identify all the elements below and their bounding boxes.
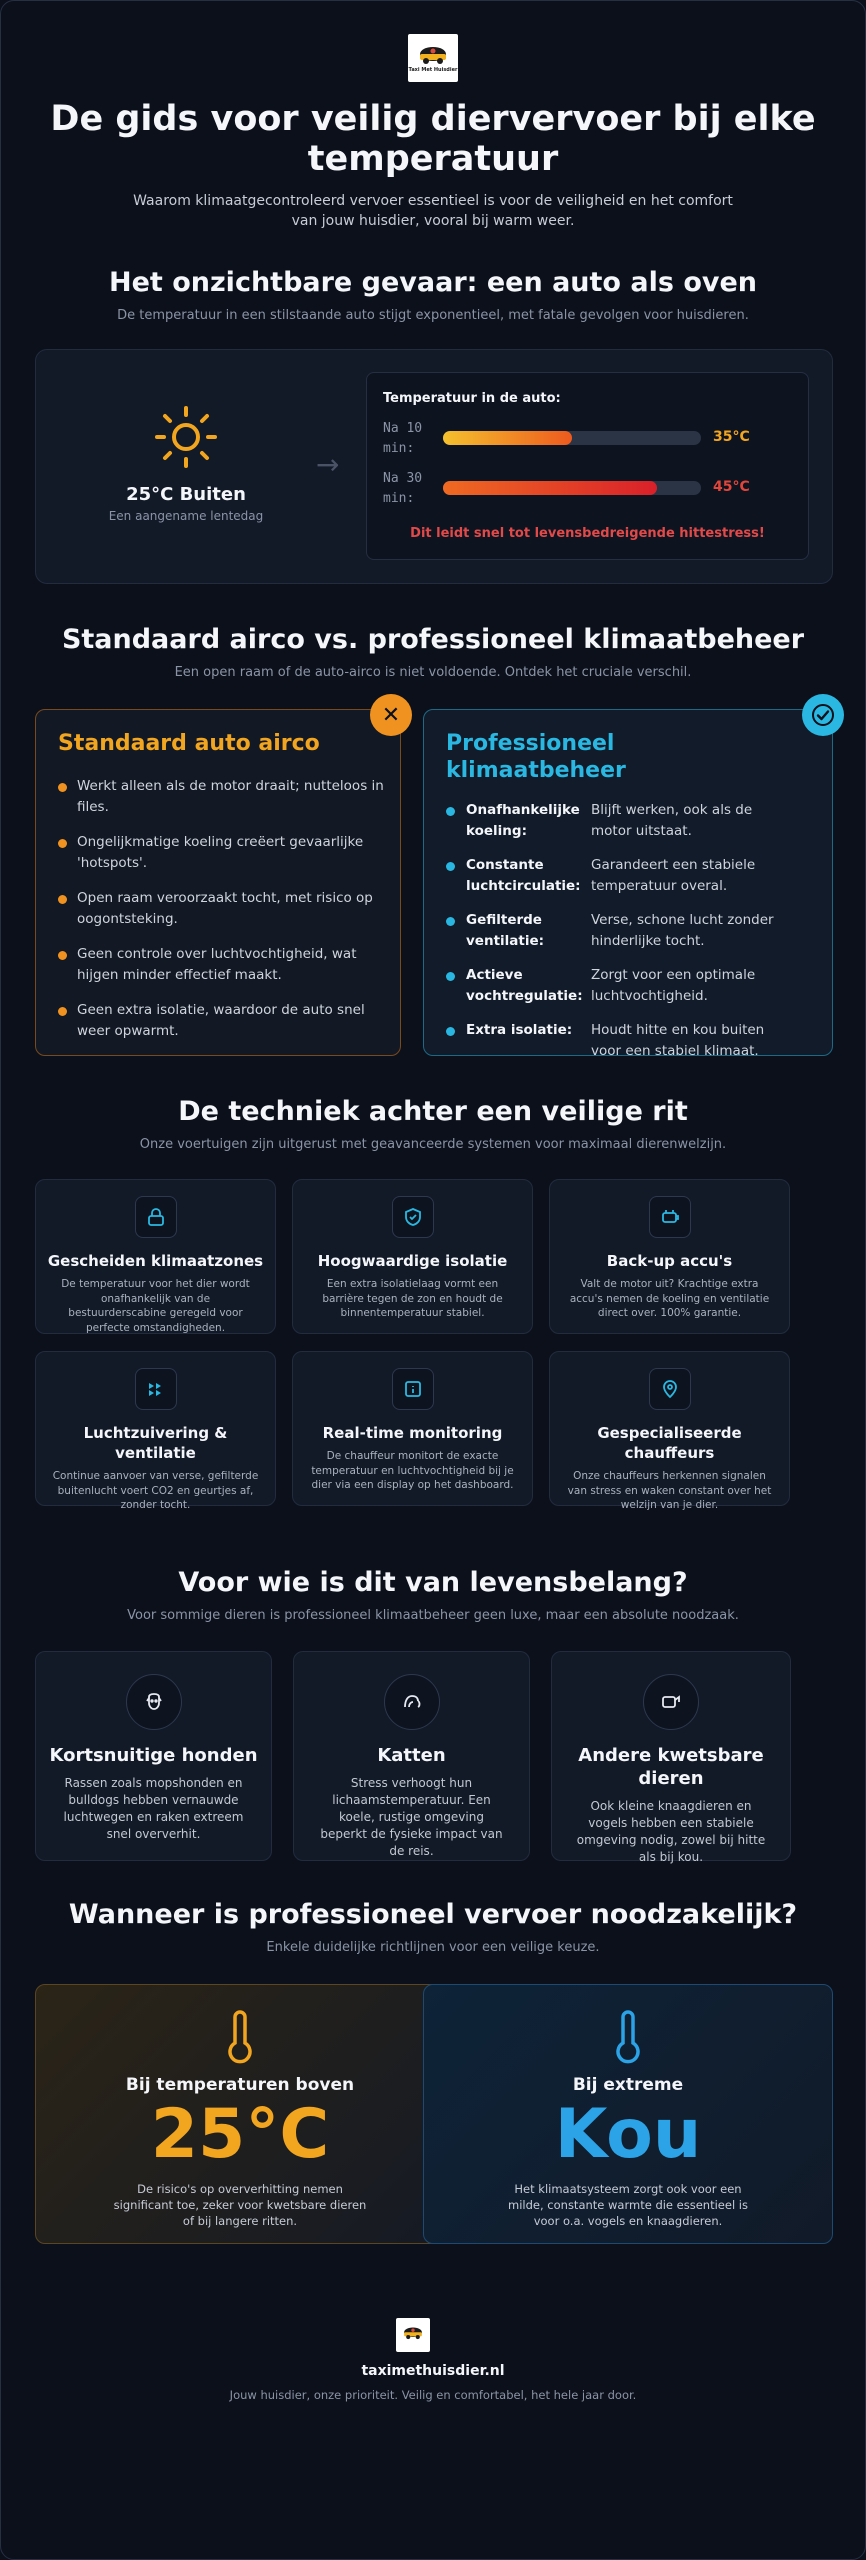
tech-card-desc: De chauffeur monitort de exacte temperatuur en luchtvochtigheid bij je dier via een display op het dashboard.	[311, 1450, 514, 1491]
temp-bar-fill	[443, 431, 572, 445]
tech-card-desc: Onze chauffeurs herkennen signalen van stress en waken constant over het welzijn van je dier.	[567, 1470, 772, 1511]
brand-logo	[408, 34, 458, 82]
who-card-title: Katten	[377, 1745, 446, 1766]
lock-icon	[135, 1196, 177, 1238]
tech-card-title: Gescheiden klimaatzones	[47, 1252, 264, 1270]
tech-card	[35, 1179, 276, 1334]
tech-card-desc: Een extra isolatielaag vormt een barrière tegen de zon en houdt de binnentemperatuur stabiel.	[322, 1278, 503, 1319]
taxi-logo-icon	[408, 43, 458, 73]
compare-section-header	[1, 623, 865, 680]
tech-card	[549, 1179, 790, 1334]
sun-icon	[153, 404, 219, 470]
who-card-title: Andere kwetsbare dieren	[578, 1745, 764, 1789]
logo-wordmark: Taxi Met Huisdier	[408, 67, 458, 73]
battery-icon	[649, 1196, 691, 1238]
cold-desc: Het klimaatsysteem zorgt ook voor een milde, constante warmte die essentieel is voor o.a. vogels en knaagdieren.	[508, 2182, 748, 2228]
tech-card-title: Hoogwaardige isolatie	[317, 1252, 508, 1270]
compare-subtitle: Een open raam of de auto-airco is niet voldoende. Ontdek het cruciale verschil.	[174, 665, 692, 680]
heat-warning: Dit leidt snel tot levensbedreigende hittestress!	[410, 526, 765, 541]
outside-temp-desc: Een aangename lentedag	[108, 509, 264, 523]
who-section-header	[1, 1566, 865, 1623]
cold-threshold-value: Kou	[554, 2095, 702, 2174]
thermometer-warm-icon	[220, 2009, 260, 2065]
tech-section-header	[1, 1095, 865, 1152]
reading-value: 45°C	[713, 479, 750, 495]
outside-temp-value: 25°C Buiten	[126, 484, 246, 505]
tech-card	[549, 1351, 790, 1511]
pro-list	[446, 800, 781, 1075]
tech-card-title: Real-time monitoring	[322, 1424, 503, 1442]
car-temperature-panel	[366, 372, 809, 560]
rabbit-icon	[643, 1674, 699, 1730]
compare-title: Standaard airco vs. professioneel klimaatbeheer	[61, 624, 805, 655]
tech-card	[292, 1179, 533, 1334]
tech-card-desc: Continue aanvoer van verse, gefilterde buitenlucht voert CO2 en geurtjes af, zonder tocht.	[52, 1470, 259, 1511]
tech-card-title: Gespecialiseerde chauffeurs	[597, 1424, 742, 1462]
reading-label: Na 10 min:	[383, 421, 423, 456]
reading-value: 35°C	[713, 429, 750, 445]
monitor-icon	[392, 1368, 434, 1410]
close-icon: ✕	[370, 694, 412, 736]
tech-title: De techniek achter een veilige rit	[178, 1096, 688, 1127]
tech-card-title: Back-up accu's	[606, 1252, 733, 1270]
location-pin-icon	[649, 1368, 691, 1410]
list-item: Onafhankelijke koeling: Blijft werken, ook als de motor uitstaat.	[446, 800, 781, 842]
list-item: Geen controle over luchtvochtigheid, wat hijgen minder effectief maakt.	[58, 944, 388, 986]
who-card-desc: Rassen zoals mopshonden en bulldogs hebben vernauwde luchtwegen en raken extreem snel oververhit.	[63, 1776, 244, 1841]
pro-title: Professioneel klimaatbeheer	[446, 731, 626, 783]
temp-bar-track	[443, 431, 701, 445]
oven-panel	[35, 349, 833, 584]
tech-card	[292, 1351, 533, 1506]
outside-temperature	[76, 404, 296, 523]
warm-desc: De risico's op oververhitting nemen significant toe, zeker voor kwetsbare dieren of bij langere ritten.	[113, 2182, 367, 2228]
who-title: Voor wie is dit van levensbelang?	[178, 1567, 688, 1598]
list-item: Gefilterde ventilatie: Verse, schone lucht zonder hinderlijke tocht.	[446, 910, 781, 952]
who-card-desc: Ook kleine knaagdieren en vogels hebben een stabiele omgeving nodig, zowel bij hitte als bij kou.	[576, 1799, 766, 1864]
who-card	[35, 1651, 272, 1861]
cold-threshold-card	[423, 1984, 833, 2244]
list-item: Ongelijkmatige koeling creëert gevaarlijke 'hotspots'.	[58, 832, 388, 874]
list-item: Geen extra isolatie, waardoor de auto snel weer opwarmt.	[58, 1000, 388, 1042]
footer-site-link[interactable]: taximethuisdier.nl	[361, 2363, 505, 2379]
check-icon	[802, 694, 844, 736]
list-item: Actieve vochtregulatie: Zorgt voor een optimale luchtvochtigheid.	[446, 965, 781, 1007]
temp-bar-track	[443, 481, 701, 495]
list-item: Constante luchtcirculatie: Garandeert een stabiele temperatuur overal.	[446, 855, 781, 897]
arrow-right-icon: →	[316, 448, 340, 481]
page-title: De gids voor veilig diervervoer bij elke temperatuur	[50, 99, 816, 179]
thermometer-cold-icon	[608, 2009, 648, 2065]
list-item: Werkt alleen als de motor draait; nutteloos in files.	[58, 776, 388, 818]
who-card	[293, 1651, 530, 1861]
shield-icon	[392, 1196, 434, 1238]
taxi-logo-icon	[398, 2324, 428, 2346]
warm-label: Bij temperaturen boven	[125, 2075, 355, 2095]
footer-tagline: Jouw huisdier, onze prioriteit. Veilig en comfortabel, het hele jaar door.	[229, 2388, 637, 2402]
warm-threshold-value: 25°C	[150, 2095, 330, 2174]
temp-bar-fill	[443, 481, 657, 495]
cold-label: Bij extreme	[572, 2075, 684, 2095]
when-subtitle: Enkele duidelijke richtlijnen voor een veilige keuze.	[266, 1940, 600, 1955]
tech-card-title: Luchtzuivering & ventilatie	[83, 1424, 228, 1462]
pro-climate-card	[423, 709, 833, 1059]
when-section-header	[1, 1898, 865, 1955]
cat-icon	[384, 1674, 440, 1730]
who-card-title: Kortsnuitige honden	[49, 1745, 258, 1766]
who-card	[551, 1651, 791, 1864]
standard-list	[58, 776, 388, 1056]
tech-subtitle: Onze voertuigen zijn uitgerust met geavanceerde systemen voor maximaal dierenwelzijn.	[139, 1137, 727, 1152]
reading-label: Na 30 min:	[383, 471, 423, 506]
who-subtitle: Voor sommige dieren is professioneel klimaatbeheer geen luxe, maar een absolute noodzaak.	[127, 1608, 739, 1623]
warm-threshold-card	[35, 1984, 445, 2244]
page-subtitle: Waarom klimaatgecontroleerd vervoer essentieel is voor de veiligheid en het comfort van jouw huisdier, vooral bij warm weer.	[133, 193, 733, 229]
tech-card-desc: Valt de motor uit? Krachtige extra accu's nemen de koeling en ventilatie direct over. 100% garantie.	[569, 1278, 770, 1319]
list-item: Extra isolatie: Houdt hitte en kou buiten voor een stabiel klimaat.	[446, 1020, 781, 1062]
tech-card-desc: De temperatuur voor het dier wordt onafhankelijk van de bestuurderscabine geregeld voor perfecte omstandigheden.	[61, 1278, 250, 1334]
who-card-desc: Stress verhoogt hun lichaamstemperatuur. Een koele, rustige omgeving beperkt de fysieke impact van de reis.	[320, 1776, 503, 1858]
oven-section-header	[1, 266, 865, 323]
list-item: Open raam veroorzaakt tocht, met risico op oogontsteking.	[58, 888, 388, 930]
standard-airco-card	[35, 702, 401, 1056]
when-title: Wanneer is professioneel vervoer noodzakelijk?	[68, 1899, 798, 1930]
car-temp-title: Temperatuur in de auto:	[383, 391, 561, 406]
oven-subtitle: De temperatuur in een stilstaande auto stijgt exponentieel, met fatale gevolgen voor huisdieren.	[117, 308, 749, 323]
standard-title: Standaard auto airco	[58, 731, 320, 756]
oven-title: Het onzichtbare gevaar: een auto als oven	[108, 267, 758, 298]
tech-card	[35, 1351, 276, 1511]
footer-logo	[396, 2318, 430, 2352]
dog-icon	[126, 1674, 182, 1730]
air-flow-icon	[135, 1368, 177, 1410]
